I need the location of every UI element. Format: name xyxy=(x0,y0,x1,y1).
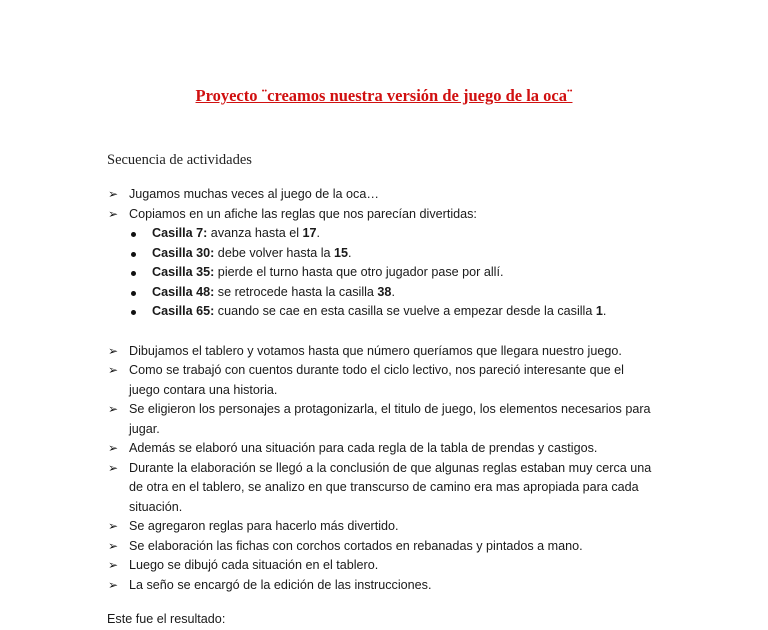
arrow-bullet-icon: ➢ xyxy=(108,577,119,592)
bullet-dot-icon xyxy=(131,291,136,296)
bullet-dot-icon xyxy=(131,271,136,276)
list-item-continuation: juego contara una historia. xyxy=(129,382,278,397)
rule-item: Casilla 65: cuando se cae en esta casilla se vuelve a empezar desde la casilla 1. xyxy=(152,304,607,318)
list-item-continuation: situación. xyxy=(129,499,183,514)
rule-item: Casilla 48: se retrocede hasta la casilla 38. xyxy=(152,284,395,299)
list-item: Como se trabajó con cuentos durante todo el ciclo lectivo, nos pareció interesante que el xyxy=(129,363,624,377)
list-item: Jugamos muchas veces al juego de la oca… xyxy=(129,187,379,201)
rule-item: Casilla 35: pierde el turno hasta que otro jugador pase por allí. xyxy=(152,265,504,279)
arrow-bullet-icon: ➢ xyxy=(108,206,119,221)
closing-text: Este fue el resultado: xyxy=(107,612,226,626)
document-title: Proyecto ¨creamos nuestra versión de juego de la oca¨ xyxy=(195,86,573,105)
arrow-bullet-icon: ➢ xyxy=(108,460,119,475)
arrow-bullet-icon: ➢ xyxy=(108,441,119,455)
rule-label: Casilla 30: xyxy=(152,245,215,260)
rule-item: Casilla 7: avanza hasta el 17. xyxy=(152,226,321,240)
list-item: La seño se encargó de la edición de las instrucciones. xyxy=(129,577,432,592)
list-item: Dibujamos el tablero y votamos hasta que número queríamos que llegara nuestro juego. xyxy=(129,343,622,358)
list-item: Luego se dibujó cada situación en el tablero. xyxy=(129,558,379,572)
arrow-bullet-icon: ➢ xyxy=(108,519,119,533)
list-item: Copiamos en un afiche las reglas que nos parecían divertidas: xyxy=(129,206,477,221)
arrow-bullet-icon: ➢ xyxy=(108,363,119,377)
rule-number: 1 xyxy=(595,304,603,318)
rule-number: 17 xyxy=(302,226,317,240)
list-item: Además se elaboró una situación para cada regla de la tabla de prendas y castigos. xyxy=(129,441,598,455)
list-item-continuation: de otra en el tablero, se analizo en que transcurso de camino era mas apropiada para cada xyxy=(129,480,639,494)
list-item: Se agregaron reglas para hacerlo más divertido. xyxy=(129,519,399,533)
bullet-dot-icon xyxy=(131,310,136,315)
arrow-bullet-icon: ➢ xyxy=(108,538,119,553)
rule-item: Casilla 30: debe volver hasta la 15. xyxy=(152,245,352,260)
arrow-bullet-icon: ➢ xyxy=(108,558,119,572)
bullet-dot-icon xyxy=(131,232,136,237)
rule-number: 15 xyxy=(334,245,349,260)
arrow-bullet-icon: ➢ xyxy=(108,187,119,201)
arrow-bullet-icon: ➢ xyxy=(108,402,119,416)
list-item: Durante la elaboración se llegó a la conclusión de que algunas reglas estaban muy cerca una xyxy=(129,460,652,475)
rule-label: Casilla 35: xyxy=(152,265,215,279)
rule-number: 38 xyxy=(377,284,392,299)
bullet-dot-icon xyxy=(131,252,136,257)
list-item: Se eligieron los personajes a protagonizarla, el titulo de juego, los elementos necesarios para xyxy=(129,402,651,416)
section-heading: Secuencia de actividades xyxy=(107,152,252,168)
list-item: Se elaboración las fichas con corchos cortados en rebanadas y pintados a mano. xyxy=(129,538,583,553)
rule-label: Casilla 7: xyxy=(152,226,208,240)
rule-label: Casilla 48: xyxy=(152,284,215,299)
arrow-bullet-icon: ➢ xyxy=(108,343,119,358)
list-item-continuation: jugar. xyxy=(129,421,160,436)
rule-label: Casilla 65: xyxy=(152,304,215,318)
